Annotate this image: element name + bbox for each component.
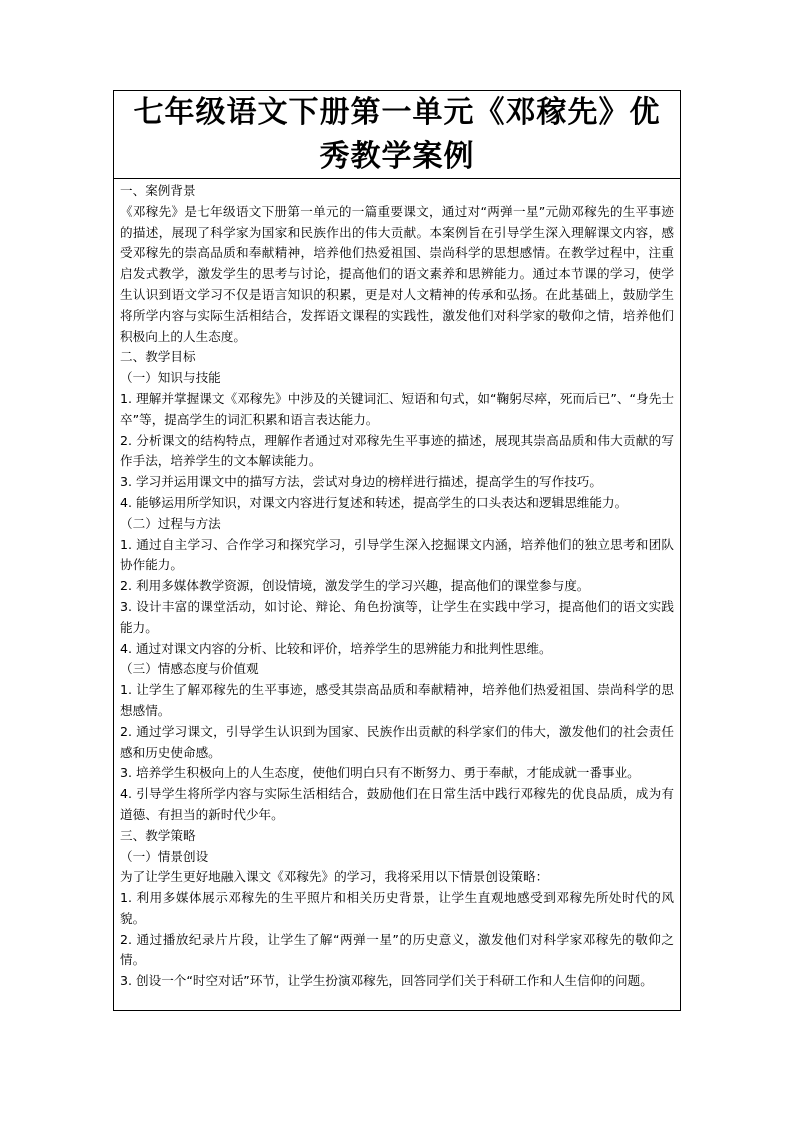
subsection-heading: （三）情感态度与价值观	[120, 661, 259, 677]
paragraph: 为了让学生更好地融入课文《邓稼先》的学习，我将采用以下情景创设策略：	[120, 869, 549, 885]
case-table	[113, 90, 681, 1011]
list-item: 4. 通过对课文内容的分析、比较和评价，培养学生的思辨能力和批判性思维。	[120, 640, 552, 656]
list-item: 1. 让学生了解邓稼先的生平事迹，感受其崇高品质和奉献精神，培养他们热爱祖国、崇尚科学的思想感情。	[120, 682, 674, 718]
section-heading: 一、案例背景	[120, 183, 196, 198]
section-heading: 三、教学策略	[120, 827, 196, 843]
list-item: 2. 通过播放纪录片片段，让学生了解“两弹一星”的历史意义，激发他们对科学家邓稼先的敬仰之情。	[120, 931, 674, 968]
list-item: 1. 通过自主学习、合作学习和探究学习，引导学生深入挖掘课文内涵，培养他们的独立思考和团队协作能力。	[120, 536, 674, 573]
list-item: 1. 理解并掌握课文《邓稼先》中涉及的关键词汇、短语和句式，如“鞠躬尽瘁，死而后已”、“身先士卒”等，提高学生的词汇积累和语言表达能力。	[120, 390, 674, 427]
list-item: 2. 通过学习课文，引导学生认识到为国家、民族作出贡献的科学家们的伟大，激发他们的社会责任感和历史使命感。	[120, 723, 674, 760]
subsection-heading: （一）情景创设	[120, 848, 209, 864]
list-item: 2. 利用多媒体教学资源，创设情境，激发学生的学习兴趣，提高他们的课堂参与度。	[120, 578, 590, 594]
paragraph: 《邓稼先》是七年级语文下册第一单元的一篇重要课文，通过对“两弹一星”元勋邓稼先的生平事迹的描述，展现了科学家为国家和民族作出的伟大贡献。本案例旨在引导学生深入理解课文内容，感受邓稼先的崇高品质和奉献精神，培养他们热爱祖国、崇尚科学的思想感情。在教学过程中，注重启发式教学，激发学生的思考与讨论，提高他们的语文素养和思辨能力。通过本节课的学习，使学生认识到语文学习不仅是语言知识的积累，更是对人文精神的传承和弘扬。在此基础上，鼓励学生将所学内容与实际生活相结合，发挥语文课程的实践性，激发他们对科学家的敬仰之情，培养他们积极向上的人生态度。	[120, 203, 674, 344]
list-item: 1. 利用多媒体展示邓稼先的生平照片和相关历史背景，让学生直观地感受到邓稼先所处时代的风貌。	[120, 890, 674, 926]
list-item: 3. 设计丰富的课堂活动，如讨论、辩论、角色扮演等，让学生在实践中学习，提高他们的语文实践能力。	[120, 598, 674, 635]
list-item: 4. 能够运用所学知识，对课文内容进行复述和转述，提高学生的口头表达和逻辑思维能力。	[120, 494, 628, 510]
subsection-heading: （一）知识与技能	[120, 370, 221, 386]
document-title: 七年级语文下册第一单元《邓稼先》优秀教学案例	[133, 94, 661, 174]
list-item: 3. 培养学生积极向上的人生态度，使他们明白只有不断努力、勇于奉献，才能成就一番事业。	[120, 765, 640, 781]
content-cell	[114, 179, 680, 992]
subsection-heading: （二）过程与方法	[120, 515, 221, 531]
list-item: 4. 引导学生将所学内容与实际生活相结合，鼓励他们在日常生活中践行邓稼先的优良品质，成为有道德、有担当的新时代少年。	[120, 786, 674, 822]
list-item: 2. 分析课文的结构特点，理解作者通过对邓稼先生平事迹的描述，展现其崇高品质和伟大贡献的写作手法，培养学生的文本解读能力。	[120, 432, 674, 469]
list-item: 3. 创设一个“时空对话”环节，让学生扮演邓稼先，回答同学们关于科研工作和人生信仰的问题。	[120, 973, 653, 989]
title-cell	[114, 91, 680, 179]
section-heading: 二、教学目标	[120, 349, 196, 365]
list-item: 3. 学习并运用课文中的描写方法，尝试对身边的榜样进行描述，提高学生的写作技巧。	[120, 474, 602, 490]
